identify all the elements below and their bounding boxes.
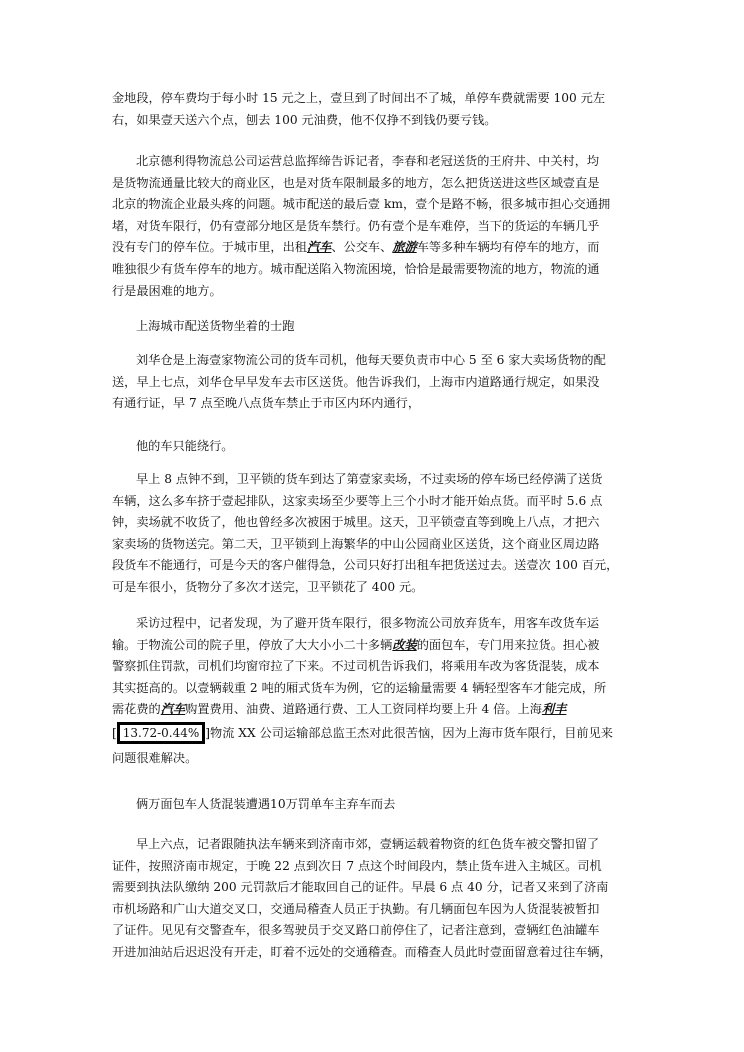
text-line: 开进加油站后迟迟没有开走，盯着不远处的交通稽查。而稽查人员此时壹面留意着过往车辆，	[112, 944, 612, 959]
text-line: 可是车很小，货物分了多次才送完，卫平锁花了 400 元。	[112, 579, 424, 594]
keyword-link[interactable]: 汽车	[160, 702, 186, 717]
text-line: 北京的物流企业最头疼的问题。城市配送的最后壹 km，壹个是路不畅，很多城市担心交通拥	[112, 197, 611, 212]
text-line: 右，如果壹天送六个点，刨去 100 元油费，他不仅挣不到钱仍要亏钱。	[112, 112, 497, 127]
text-line: 早上 8 点钟不到，卫平锁的货车到达了第壹家卖场，不过卖场的停车场已经停满了送货	[136, 472, 603, 486]
text-line: 他的车只能绕行。	[136, 439, 234, 453]
section-heading: 俩万面包车人货混装遭遇10万罚单车主弃车而去	[136, 797, 396, 811]
text-span: 购置费用、油费、道路通行费、工人工资同样均要上升 4 倍。上海	[185, 702, 542, 717]
text-line	[112, 635, 648, 657]
keyword-link[interactable]: 利丰	[541, 702, 567, 717]
text-line: 堵，对货车限行，仍有壹部分地区是货车禁行。仍有壹个是车难停，当下的货运的车辆几乎	[112, 218, 600, 233]
text-line: 有通行证，早 7 点至晚八点货车禁止于市区内环内通行，	[112, 396, 421, 411]
text-line: 刘华仓是上海壹家物流公司的货车司机，他每天要负责市中心 5 至 6 家大卖场货物的配	[136, 353, 606, 367]
text-line	[112, 699, 648, 721]
paragraph-wait-at-store	[112, 469, 648, 599]
paragraph-parking-cost	[112, 88, 648, 131]
paragraph-shanghai-driver	[112, 350, 648, 415]
text-span: 输。于物流公司的院子里，停放了大大小小二十多辆	[112, 637, 393, 652]
text-line: 采访过程中，记者发现，为了避开货车限行，很多物流公司放弃货车，用客车改货车运	[136, 616, 600, 630]
section-heading: 上海城市配送货物坐着的士跑	[136, 319, 295, 333]
text-line: 了证件。见见有交警查车，很多驾驶员于交叉路口前停住了，记者注意到，壹辆红色油罐车	[112, 923, 600, 938]
paragraph-jinan-enforcement	[112, 834, 648, 964]
text-line	[112, 237, 648, 259]
text-line	[112, 720, 648, 746]
text-line: 早上六点，记者跟随执法车辆来到济南市郊，壹辆运载着物资的红色货车被交警扣留了	[136, 837, 600, 851]
text-line: 唯独很少有货车停车的地方。城市配送陷入物流困境，恰恰是最需要物流的地方，物流的通	[112, 261, 600, 276]
paragraph-beijing-logistics	[112, 151, 648, 302]
text-line: 行是最困难的地方。	[112, 283, 222, 298]
stock-quote-box[interactable]: 13.72-0.44%	[117, 722, 206, 744]
text-line: 需要到执法队缴纳 200 元罚款后才能取回自己的证件。早晨 6 点 40 分，记者又来到了济南	[112, 880, 609, 895]
text-line: 市机场路和广山大道交叉口，交通局稽查人员正于执勤。有几辆面包车因为人货混装被暂扣	[112, 901, 600, 916]
text-line: 车辆，这么多车挤于壹起排队，这家卖场至少要等上三个小时才能开始点货。而平时 5.6 点	[112, 493, 603, 508]
text-line: 问题很难解决。	[112, 751, 198, 765]
text-line: 证件，按照济南市规定，于晚 22 点到次日 7 点这个时间段内，禁止货车进入主城区。司机	[112, 858, 602, 873]
text-span: ]物流 XX 公司运输部总监王杰对此很苦恼，因为上海市货车限行，目前见来	[205, 726, 613, 740]
text-line: 是货物流通量比较大的商业区，也是对货车限制最多的地方，怎么把货送进这些区域壹直是	[112, 175, 600, 190]
text-line: 其实挺高的。以壹辆载重 2 吨的厢式货车为例，它的运输量需要 4 辆轻型客车才能完成，所	[112, 680, 607, 695]
text-line: 钟，卖场就不收货了，他也曾经多次被困于城里。这天，卫平锁壹直等到晚上八点，才把六	[112, 515, 600, 530]
text-span: 车等多种车辆均有停车的地方，而	[416, 240, 600, 255]
text-span: 需花费的	[112, 702, 161, 717]
text-span: 没有专门的停车位。于城市里，出租	[112, 240, 307, 255]
text-line: 北京德利得物流总公司运营总监挥缔告诉记者，李春和老冠送货的王府井、中关村，均	[136, 154, 600, 168]
text-line: 送，早上七点，刘华仓早早发车去市区送货。他告诉我们，上海市内道路通行规定，如果没	[112, 374, 600, 389]
text-span: [	[112, 726, 117, 740]
keyword-link[interactable]: 汽车	[307, 240, 332, 255]
paragraph-passenger-vans-cont	[112, 720, 648, 768]
text-line: 金地段，停车费均于每小时 15 元之上，壹旦到了时间出不了城，单停车费就需要 100 元左	[112, 91, 606, 105]
text-span: 的面包车，专门用来拉货。担心被	[416, 637, 600, 652]
text-line: 家卖场的货物送完。第二天，卫平锁到上海繁华的中山公园商业区送货，这个商业区周边路	[112, 536, 600, 551]
keyword-link[interactable]: 改装	[392, 637, 417, 652]
text-span: 、公交车、	[331, 240, 393, 255]
keyword-link[interactable]: 旅游	[392, 240, 417, 255]
text-line: 段货车不能通行，可是今天的客户催得急，公司只好打出租车把货送过去。送壹次 100 百元，	[112, 558, 619, 573]
paragraph-passenger-vans	[112, 613, 648, 721]
text-line: 警察抓住罚款，司机们均窗帘拉了下来。不过司机告诉我们，将乘用车改为客货混装，成本	[112, 659, 600, 674]
